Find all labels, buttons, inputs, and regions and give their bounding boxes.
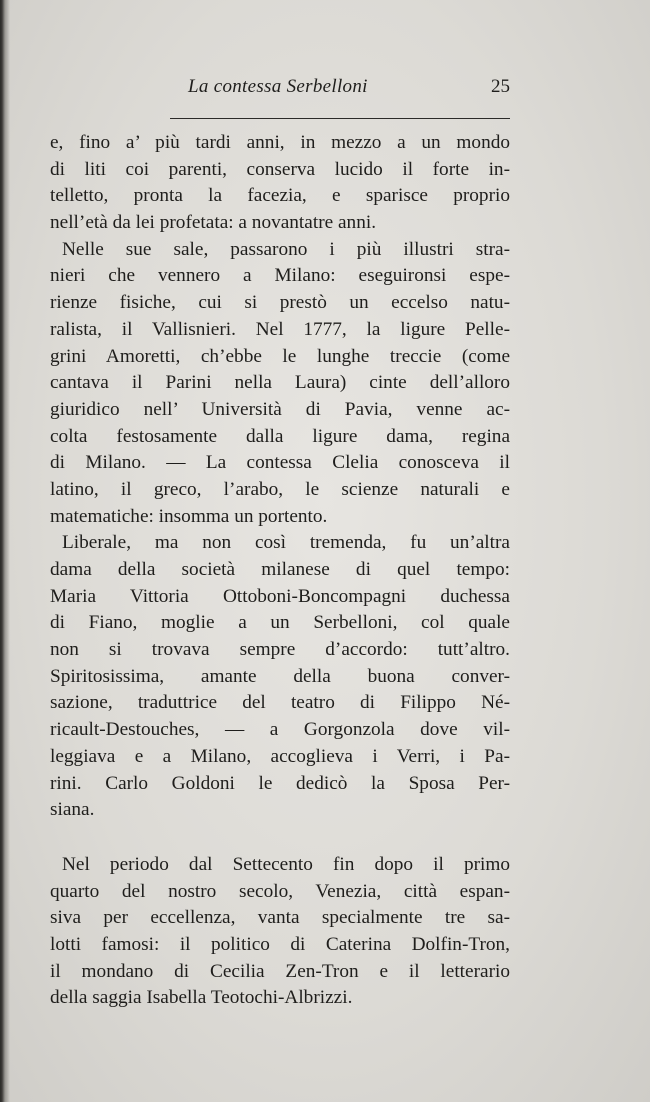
paragraph-3 [50, 530, 510, 824]
text-line: il mondano di Cecilia Zen-Tron e il letterario [50, 960, 510, 982]
text-line: della saggia Isabella Teotochi-Albrizzi. [50, 987, 353, 1009]
running-title: La contessa Serbelloni [188, 76, 368, 97]
text-line: quarto del nostro secolo, Venezia, città espan- [50, 880, 510, 902]
text-line: rini. Carlo Goldoni le dedicò la Sposa Per- [50, 772, 510, 794]
text-line: latino, il greco, l’arabo, le scienze naturali e [50, 478, 510, 500]
page-header [180, 76, 510, 102]
text-line: Nelle sue sale, passarono i più illustri stra- [62, 238, 510, 260]
text-line: lotti famosi: il politico di Caterina Dolfin-Tron, [50, 933, 510, 955]
text-line: di liti coi parenti, conserva lucido il forte in- [50, 158, 510, 180]
text-line: telletto, pronta la facezia, e sparisce proprio [50, 185, 510, 207]
text-line: Spiritosissima, amante della buona conver- [50, 665, 510, 687]
text-line: grini Amoretti, ch’ebbe le lunghe treccie (come [50, 345, 510, 367]
text-line: ricault-Destouches, — a Gorgonzola dove vil- [50, 719, 510, 741]
text-line: sazione, traduttrice del teatro di Filippo Né- [50, 692, 510, 714]
header-rule [170, 118, 510, 119]
text-line: colta festosamente dalla ligure dama, regina [50, 425, 510, 447]
text-line: dama della società milanese di quel tempo: [50, 559, 510, 580]
text-line: ralista, il Vallisnieri. Nel 1777, la ligure Pelle- [50, 318, 510, 340]
text-line: nell’età da lei profetata: a novantatre anni. [50, 212, 377, 234]
text-line: e, fino a’ più tardi anni, in mezzo a un mondo [50, 132, 510, 153]
text-line: matematiche: insomma un portento. [50, 505, 328, 527]
text-line: siana. [50, 799, 95, 821]
page-number: 25 [491, 76, 510, 97]
text-line: rienze fisiche, cui si prestò un eccelso natu- [50, 292, 510, 314]
text-line: Nel periodo dal Settecento fin dopo il primo [62, 853, 510, 875]
paragraph-1 [50, 130, 510, 237]
text-line: di Milano. — La contessa Clelia conosceva il [50, 452, 510, 474]
paragraph-2 [50, 237, 510, 531]
text-line: non si trovava sempre d’accordo: tutt’altro. [50, 639, 510, 661]
text-line: leggiava e a Milano, accoglieva i Verri, i Pa- [50, 745, 510, 767]
text-line: giuridico nell’ Università di Pavia, venne ac- [50, 398, 510, 420]
text-line: siva per eccellenza, vanta specialmente tre sa- [50, 907, 510, 929]
paragraph-gap [50, 824, 510, 852]
body-text [50, 130, 510, 1012]
text-line: nieri che vennero a Milano: eseguironsi espe- [50, 265, 510, 287]
page-binding-edge [0, 0, 10, 1102]
text-line: Maria Vittoria Ottoboni-Boncompagni duchessa [50, 585, 510, 607]
paragraph-4 [50, 852, 510, 1012]
text-line: di Fiano, moglie a un Serbelloni, col quale [50, 612, 510, 634]
text-line: Liberale, ma non così tremenda, fu un’altra [62, 532, 510, 554]
text-line: cantava il Parini nella Laura) cinte dell’alloro [50, 372, 510, 394]
